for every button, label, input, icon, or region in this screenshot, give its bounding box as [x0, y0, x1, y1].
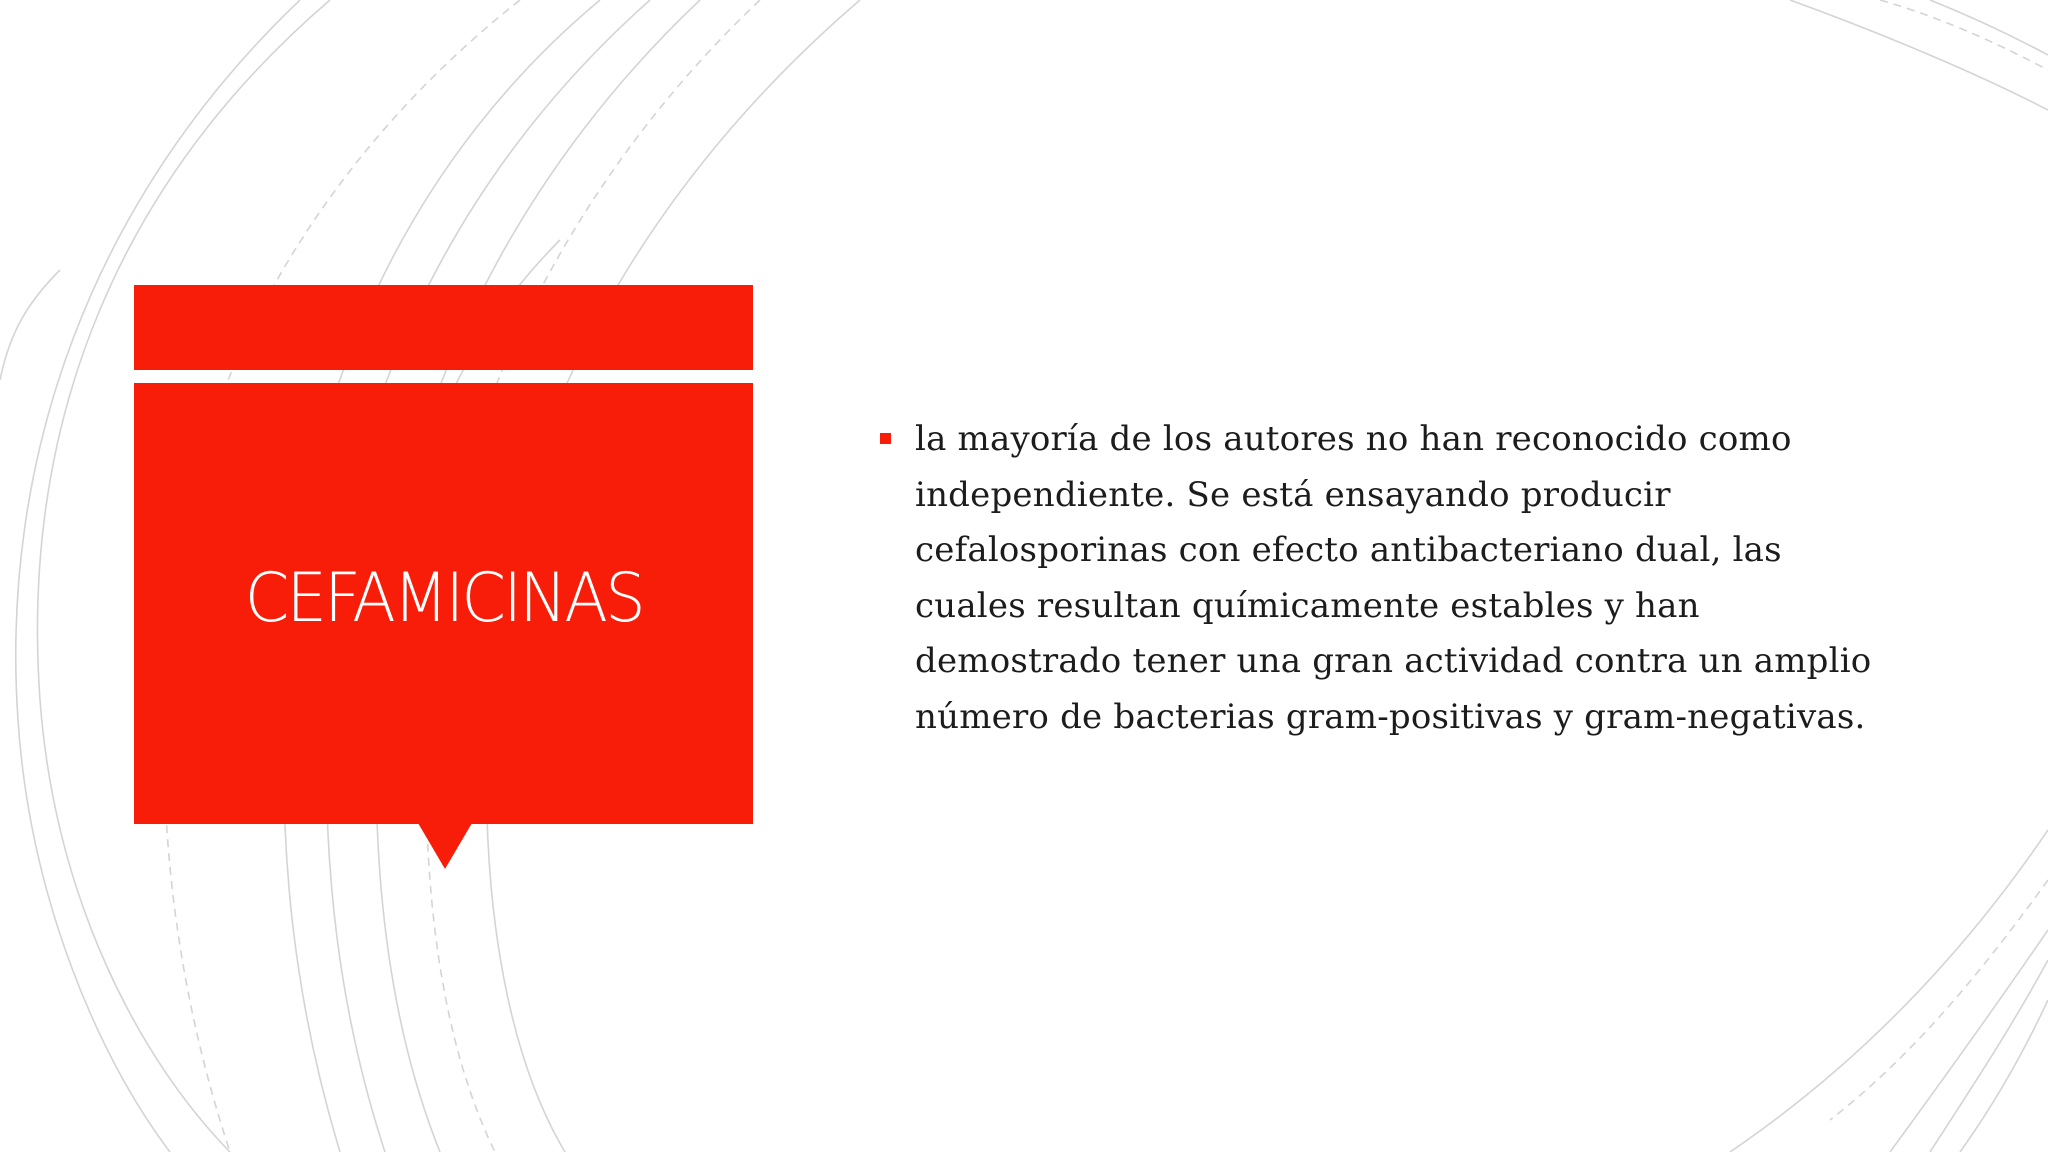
square-bullet-icon	[880, 433, 891, 444]
bullet-text-line: la mayoría de los autores no han reconocido como	[915, 419, 1792, 459]
bullet-text-line: número de bacterias gram-positivas y gram-negativas.	[915, 696, 1866, 737]
bullet-item	[878, 412, 1918, 745]
bullet-text-line: demostrado tener una gran actividad contra un amplio	[915, 641, 1872, 681]
title-callout-box	[134, 383, 753, 824]
callout-pointer	[418, 823, 472, 869]
title-accent-bar	[134, 285, 753, 370]
slide-content	[878, 412, 1918, 745]
slide-title: CEFAMICINAS	[244, 559, 643, 638]
bullet-text-line: cefalosporinas con efecto antibacteriano dual, las	[915, 530, 1782, 570]
bullet-text-line: cuales resultan químicamente estables y han	[915, 585, 1700, 626]
bullet-text-line: independiente. Se está ensayando producir	[915, 474, 1671, 515]
